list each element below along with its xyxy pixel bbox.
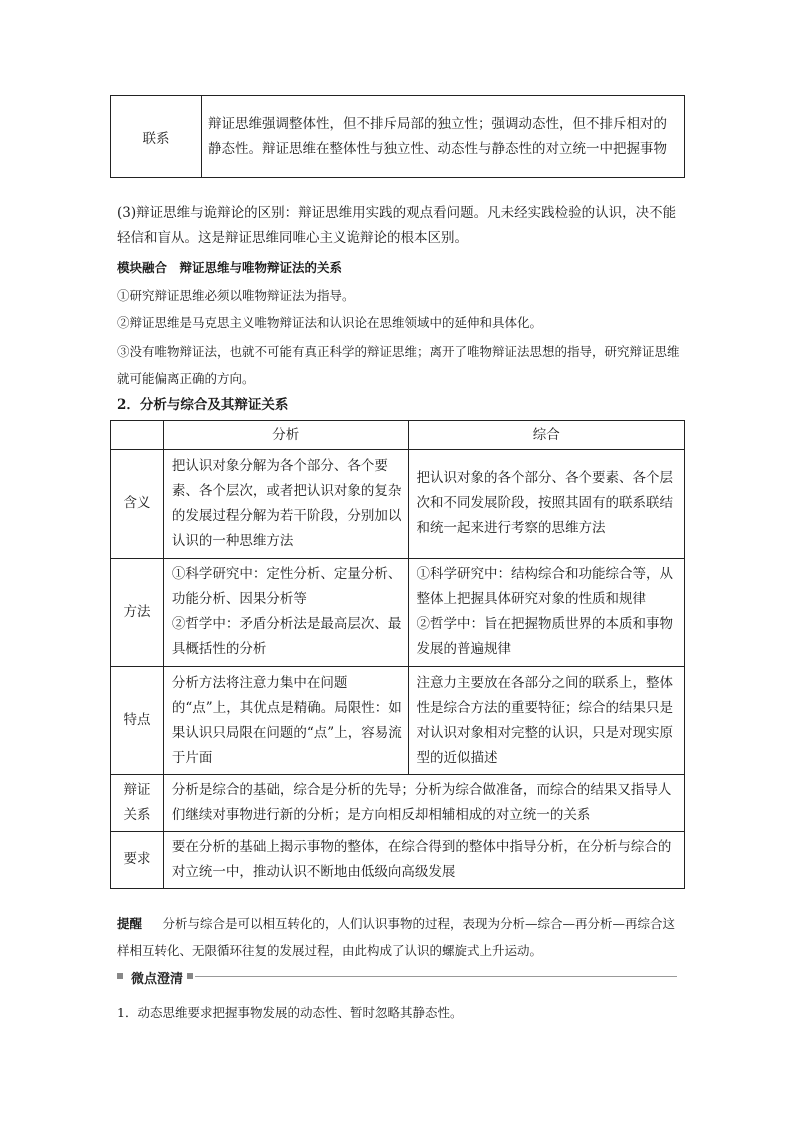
- relation-content-cell: 分析是综合的基础，综合是分析的先导；分析为综合做准备，而综合的结果又指导人们继续对事物进行新的分析；是方向相反却相辅相成的对立统一的关系: [163, 775, 684, 831]
- row-label-requirement: 要求: [111, 831, 164, 888]
- header-synthesis: 综合: [408, 421, 684, 450]
- analysis-synthesis-table: [110, 420, 685, 889]
- method-synthesis-2: ②哲学中：旨在把握物质世界的本质和事物发展的普遍规律: [416, 616, 674, 658]
- method-analysis-2: ②哲学中：矛盾分析法是最高层次、最具概括性的分析: [171, 616, 402, 658]
- table-row: [111, 667, 685, 775]
- method-synthesis: [408, 558, 684, 666]
- row-label-method: 方法: [111, 558, 164, 666]
- module-heading: 模块融合 辩证思维与唯物辩证法的关系: [117, 260, 343, 275]
- row-label-relation-2: 关系: [123, 807, 151, 824]
- table-row: [111, 831, 685, 888]
- row-label-relation-1: 辩证: [123, 782, 151, 799]
- micro-section-header: [117, 968, 677, 987]
- meaning-synthesis: 把认识对象的各个部分、各个要素、各个层次和不同发展阶段，按照其固有的联系联结和统一起来进行考察的思维方法: [408, 450, 684, 558]
- row-label-relation: [111, 775, 164, 831]
- relation-content: 辩证思维强调整体性，但不排斥局部的独立性；强调动态性，但不排斥相对的静态性。辩证思维在整体性与独立性、动态性与静态性的对立统一中把握事物: [202, 96, 685, 178]
- relation-label: 联系: [111, 96, 202, 178]
- feature-analysis: 分析方法将注意力集中在问题的“点”上，其优点是精确。局限性：如果认识只局限在问题的“点”上，容易流于片面: [163, 667, 408, 775]
- square-bullet-icon: [117, 973, 123, 979]
- meaning-analysis: 把认识对象分解为各个部分、各个要素、各个层次，或者把认识对象的复杂的发展过程分解为若干阶段，分别加以认识的一种思维方法: [163, 450, 408, 558]
- micro-item-1: 1．动态思维要求把握事物发展的动态性、暂时忽略其静态性。: [117, 1005, 463, 1020]
- section-divider: [195, 976, 677, 977]
- table-row: [111, 775, 685, 831]
- micro-section-title: 微点澄清: [131, 972, 184, 987]
- header-analysis: 分析: [163, 421, 408, 450]
- method-analysis-1: ①科学研究中：定性分析、定量分析、功能分析、因果分析等: [171, 566, 402, 608]
- module-item-2: ②辩证思维是马克思主义唯物辩证法和认识论在思维领域中的延伸和具体化。: [117, 315, 543, 330]
- reminder-text: 分析与综合是可以相互转化的，人们认识事物的过程，表现为分析—综合—再分析—再综合这样相互转化、无限循环往复的发展过程，由此构成了认识的螺旋式上升运动。: [117, 916, 676, 958]
- reminder-paragraph: [117, 910, 687, 964]
- module-item-1: ①研究辩证思维必须以唯物辩证法为指导。: [117, 288, 355, 303]
- module-item-3: ③没有唯物辩证法，也就不可能有真正科学的辩证思维；离开了唯物辩证法思想的指导，研究辩证思维就可能偏离正确的方向。: [117, 344, 680, 386]
- table-row: [111, 450, 685, 558]
- feature-synthesis: 注意力主要放在各部分之间的联系上，整体性是综合方法的重要特征；综合的结果只是对认识对象相对完整的认识，只是对现实原型的近似描述: [408, 667, 684, 775]
- table-row: [111, 558, 685, 666]
- reminder-label: 提醒: [117, 916, 143, 931]
- method-synthesis-1: ①科学研究中：结构综合和功能综合等，从整体上把握具体研究对象的性质和规律: [416, 566, 674, 608]
- square-bullet-icon: [187, 973, 193, 979]
- relation-table: [110, 95, 685, 178]
- table-header-row: [111, 421, 685, 450]
- row-label-meaning: 含义: [111, 450, 164, 558]
- requirement-content-cell: 要在分析的基础上揭示事物的整体，在综合得到的整体中指导分析，在分析与综合的对立统一中，推动认识不断地由低级向高级发展: [163, 831, 684, 888]
- section-2-title: 2．分析与综合及其辩证关系: [117, 397, 289, 413]
- method-analysis: [163, 558, 408, 666]
- paragraph-3: (3)辩证思维与诡辩论的区别：辩证思维用实践的观点看问题。凡未经实践检验的认识，决不能轻信和盲从。这是辩证思维同唯心主义诡辩论的根本区别。: [117, 205, 677, 246]
- corner-cell: [111, 421, 164, 450]
- row-label-feature: 特点: [111, 667, 164, 775]
